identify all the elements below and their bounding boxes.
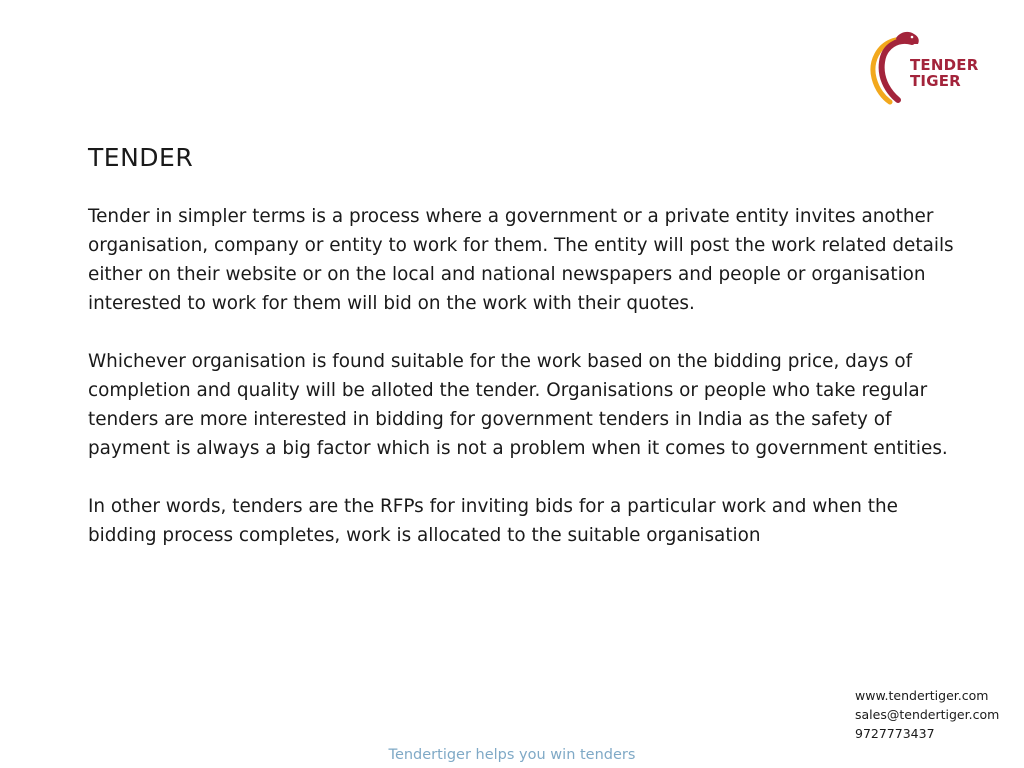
paragraph-1: Tender in simpler terms is a process where a government or a private entity invites another organisation, company or entity to work for them. The entity will post the work related details either on their website or on the local and national newspapers and people or organisation interested to work for them will bid on the work with their quotes. <box>88 206 954 314</box>
logo-line-1: TENDER <box>910 56 979 74</box>
contact-block <box>855 686 999 743</box>
logo-line-2: TIGER <box>910 72 961 90</box>
paragraph-3: In other words, tenders are the RFPs for inviting bids for a particular work and when the bidding process completes, work is allocated to the suitable organisation <box>88 496 898 546</box>
tender-tiger-logo <box>866 28 990 106</box>
email-link[interactable]: sales@tendertiger.com <box>855 707 1000 722</box>
logo-wordmark <box>910 57 978 89</box>
paragraph-2: Whichever organisation is found suitable for the work based on the bidding price, days of completion and quality will be alloted the tender. Organisations or people who take regular tenders are more interested in bidding for government tenders in India as the safety of payment is always a big factor which is not a problem when it comes to government entities. <box>88 351 948 459</box>
content-body <box>88 202 968 579</box>
footer-tagline: Tendertiger helps you win tenders <box>388 747 636 763</box>
page-title: TENDER <box>88 143 194 172</box>
phone-number: 9727773437 <box>855 726 935 741</box>
website-link[interactable]: www.tendertiger.com <box>855 688 989 703</box>
